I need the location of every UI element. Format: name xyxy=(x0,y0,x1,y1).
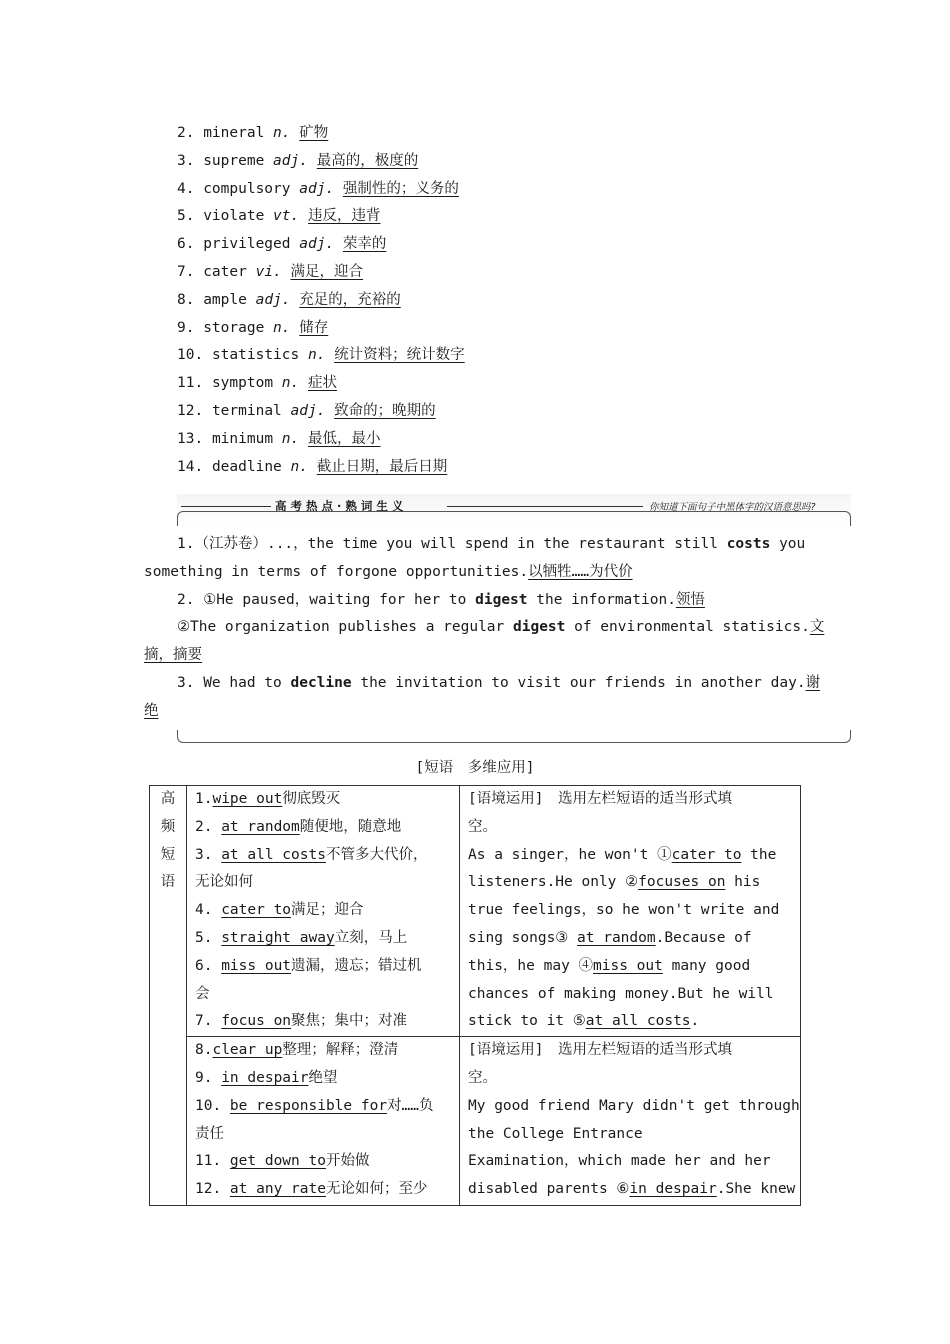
vocab-word: symptom xyxy=(211,375,274,392)
vocab-word: storage xyxy=(203,319,265,336)
vocab-part-of-speech: n. xyxy=(273,125,291,141)
sentence-1-line-1: 1.（江苏卷）...，the time you will spend in the restaurant still costs you xyxy=(177,536,806,552)
exercise-line xyxy=(460,953,800,981)
phrase-text: at random xyxy=(221,818,300,835)
phrase-meaning: 聚焦；集中；对准 xyxy=(291,1013,408,1030)
vocab-row xyxy=(177,342,465,370)
sentence-3-line-2 xyxy=(144,698,809,726)
vocab-meaning: 最低，最小 xyxy=(307,430,381,447)
exercise-line xyxy=(460,1148,800,1176)
phrase-list-2 xyxy=(187,1037,460,1206)
phrase-row xyxy=(187,869,459,897)
phrase-text: cater to xyxy=(221,902,292,919)
exercise-text: true feelings，so he won't write and xyxy=(468,902,780,919)
phrase-text: be responsible for xyxy=(229,1097,388,1114)
vocab-number: 8. xyxy=(177,291,195,308)
phrase-text: clear up xyxy=(212,1042,283,1059)
exercise-line xyxy=(460,925,800,953)
vocab-word: minimum xyxy=(211,430,274,447)
phrase-meaning: 满足；迎合 xyxy=(291,902,364,919)
phrase-row xyxy=(187,1065,459,1093)
phrase-text: straight away xyxy=(221,929,335,946)
category-label xyxy=(150,786,186,897)
exercise-text: disabled parents ⑥ xyxy=(468,1181,630,1198)
vocab-word: privileged xyxy=(203,236,291,253)
phrase-meaning: 彻底毁灭 xyxy=(282,791,341,807)
context-exercise-1 xyxy=(460,786,801,1037)
bracket-top xyxy=(177,511,851,526)
phrase-row xyxy=(187,1121,459,1149)
exercise-text: sing songs③ xyxy=(468,929,578,946)
exercise-text: 空。 xyxy=(468,1069,497,1086)
vocab-number: 2. xyxy=(177,125,195,141)
context-exercise-2 xyxy=(460,1037,801,1206)
exercise-line xyxy=(460,1093,800,1121)
phrase-list-1 xyxy=(187,786,460,1037)
vocab-meaning: 截止日期，最后日期 xyxy=(316,458,448,475)
exercise-line xyxy=(460,869,800,897)
vocab-word: mineral xyxy=(203,125,265,141)
banner-rule-left xyxy=(181,506,271,507)
vocab-part-of-speech: adj. xyxy=(299,236,335,253)
vocab-row xyxy=(177,426,465,454)
vocab-part-of-speech: adj. xyxy=(290,402,326,419)
phrase-number: 9. xyxy=(195,1069,222,1086)
phrase-meaning: 无论如何 xyxy=(195,874,253,891)
vocab-meaning: 矿物 xyxy=(299,125,329,141)
phrase-row xyxy=(187,1176,459,1204)
exercise-text: 空。 xyxy=(468,818,497,835)
vocab-number: 7. xyxy=(177,263,195,280)
exercise-text: Examination，which made her and her xyxy=(468,1153,771,1170)
phrase-meaning: 开始做 xyxy=(325,1153,370,1170)
vocab-word: supreme xyxy=(203,152,265,169)
exercise-answer: in despair xyxy=(629,1181,717,1198)
vocab-part-of-speech: adj. xyxy=(299,180,335,197)
vocab-meaning: 致命的；晚期的 xyxy=(334,402,436,419)
phrase-number: 3. xyxy=(195,846,222,863)
vocab-number: 14. xyxy=(177,458,204,475)
vocab-part-of-speech: n. xyxy=(281,430,300,447)
exercise-answer: focuses on xyxy=(638,874,726,891)
exercise-text: chances of making money.But he will xyxy=(468,985,774,1002)
vocab-row xyxy=(177,454,465,482)
exercise-line xyxy=(460,1121,800,1149)
exercise-text-after: his xyxy=(725,874,761,891)
sentence-2-line-1: 2. ①He paused，waiting for her to digest the information.领悟 xyxy=(177,591,705,608)
phrase-number: 10. xyxy=(195,1097,230,1114)
answer-3-part2: 绝 xyxy=(144,702,159,719)
vocab-meaning: 违反，违背 xyxy=(307,208,381,225)
vocab-row xyxy=(177,398,465,426)
exercise-text: this，he may ④ xyxy=(468,957,594,974)
category-char: 语 xyxy=(160,874,176,891)
exercise-text: the College Entrance xyxy=(468,1125,643,1142)
vocab-number: 6. xyxy=(177,236,195,253)
category-char: 高 xyxy=(160,791,176,807)
vocab-row xyxy=(177,148,465,176)
phrase-meaning: 遗漏，遗忘；错过机 xyxy=(291,957,422,974)
vocab-number: 12. xyxy=(177,402,204,419)
exercise-text-after: . xyxy=(690,1013,700,1030)
phrase-meaning: 不管多大代价， xyxy=(325,846,428,863)
vocab-meaning: 满足，迎合 xyxy=(290,263,364,280)
vocab-number: 10. xyxy=(177,347,204,364)
vocab-word: cater xyxy=(203,263,247,280)
exercise-line xyxy=(460,1037,800,1065)
vocabulary-list xyxy=(177,120,465,481)
phrase-number: 2. xyxy=(195,818,222,835)
vocab-number: 3. xyxy=(177,152,195,169)
vocab-number: 11. xyxy=(177,375,204,392)
vocab-number: 9. xyxy=(177,319,195,336)
vocab-row xyxy=(177,315,465,343)
keyword-digest: digest xyxy=(475,591,528,608)
vocab-word: ample xyxy=(203,291,247,308)
vocab-word: violate xyxy=(203,208,265,225)
phrase-number: 1. xyxy=(195,791,213,807)
vocab-part-of-speech: n. xyxy=(290,458,308,475)
vocab-part-of-speech: vi. xyxy=(255,263,282,280)
phrase-text: get down to xyxy=(229,1153,326,1170)
exercise-text: listeners.He only ② xyxy=(468,874,639,891)
phrase-number: 5. xyxy=(195,929,222,946)
vocab-meaning: 强制性的；义务的 xyxy=(342,180,459,197)
phrase-number: 12. xyxy=(195,1181,230,1198)
keyword-costs: costs xyxy=(726,536,771,552)
vocab-meaning: 荣幸的 xyxy=(342,236,387,253)
phrase-number: 8. xyxy=(195,1042,213,1059)
vocab-row xyxy=(177,203,465,231)
phrase-row xyxy=(187,925,459,953)
sentence-3-line-1: 3. We had to decline the invitation to visit our friends in another day.谢 xyxy=(177,674,821,691)
exercise-text-after: .Because of xyxy=(655,929,752,946)
phrase-text: at any rate xyxy=(229,1181,326,1198)
phrase-text: miss out xyxy=(221,957,292,974)
exercise-line xyxy=(460,1176,800,1204)
vocab-part-of-speech: n. xyxy=(281,375,300,392)
phrase-row xyxy=(187,1148,459,1176)
exercise-text-after: .She knew xyxy=(716,1181,796,1198)
vocab-word: compulsory xyxy=(203,180,291,197)
answer-1: 以牺牲……为代价 xyxy=(528,563,633,580)
vocab-meaning: 最高的，极度的 xyxy=(316,152,419,169)
exercise-answer: at random xyxy=(577,929,656,946)
vocab-word: statistics xyxy=(211,347,300,364)
exercise-line xyxy=(460,981,800,1009)
phrase-number: 4. xyxy=(195,902,222,919)
phrase-number: 7. xyxy=(195,1013,222,1030)
exercise-line xyxy=(460,897,800,925)
banner-rule-right xyxy=(447,506,643,507)
answer-3-part1: 谢 xyxy=(805,674,821,691)
exercise-line xyxy=(460,1008,800,1036)
category-cell xyxy=(150,786,187,1206)
exercise-answer: cater to xyxy=(671,846,742,863)
phrase-row xyxy=(187,1037,459,1065)
hotspot-sentences xyxy=(144,531,825,726)
exercise-text: stick to it ⑤ xyxy=(468,1013,586,1030)
vocab-part-of-speech: adj. xyxy=(255,291,291,308)
vocab-word: deadline xyxy=(211,458,282,475)
vocab-row xyxy=(177,287,465,315)
exercise-line xyxy=(460,842,800,870)
bracket-bottom xyxy=(177,730,851,743)
category-char: 短 xyxy=(160,846,176,863)
answer-2a: 领悟 xyxy=(675,591,705,608)
phrase-meaning: 绝望 xyxy=(308,1069,338,1086)
vocab-meaning: 充足的，充裕的 xyxy=(299,291,401,308)
vocab-part-of-speech: n. xyxy=(307,347,326,364)
vocab-part-of-speech: vt. xyxy=(273,208,300,225)
phrase-row xyxy=(187,981,459,1009)
phrase-meaning: 会 xyxy=(195,985,210,1002)
phrase-text: focus on xyxy=(221,1013,292,1030)
phrase-row xyxy=(187,897,459,925)
exercise-line xyxy=(460,814,800,842)
phrase-meaning: 责任 xyxy=(195,1125,224,1142)
phrase-text: in despair xyxy=(221,1069,309,1086)
exercise-text-after: many good xyxy=(662,957,751,974)
section-title: [短语 多维应用] xyxy=(415,760,535,776)
vocab-row xyxy=(177,120,465,148)
answer-2b-part2: 摘，摘要 xyxy=(144,647,202,664)
sentence-2-line-2: ②The organization publishes a regular digest of environmental statisics.文 xyxy=(177,619,825,636)
answer-2b-part1: 文 xyxy=(809,619,825,636)
keyword-decline: decline xyxy=(290,674,352,691)
vocab-number: 4. xyxy=(177,180,195,197)
banner-title: 高考热点·熟词生义 xyxy=(275,499,408,513)
keyword-digest-2: digest xyxy=(513,619,566,636)
vocab-meaning: 储存 xyxy=(299,319,329,336)
exercise-answer: at all costs xyxy=(585,1013,691,1030)
vocab-row xyxy=(177,176,465,204)
phrase-text: at all costs xyxy=(221,846,326,863)
vocab-number: 13. xyxy=(177,430,204,447)
exercise-text: My good friend Mary didn't get through xyxy=(468,1097,800,1114)
banner-hint: 你知道下面句子中黑体字的汉语意思吗? xyxy=(649,502,816,513)
vocab-part-of-speech: adj. xyxy=(273,152,308,169)
phrase-number: 11. xyxy=(195,1153,230,1170)
phrase-meaning: 随便地，随意地 xyxy=(299,818,402,835)
phrase-meaning: 整理；解释；澄清 xyxy=(282,1042,399,1059)
exercise-text: [语境运用] 选用左栏短语的适当形式填 xyxy=(468,791,732,807)
exercise-text-after: the xyxy=(741,846,777,863)
phrase-row xyxy=(187,1093,459,1121)
phrase-number: 6. xyxy=(195,957,222,974)
vocab-word: terminal xyxy=(211,402,282,419)
phrase-row xyxy=(187,842,459,870)
vocab-row xyxy=(177,370,465,398)
phrase-row xyxy=(187,814,459,842)
vocab-meaning: 症状 xyxy=(307,375,337,392)
phrase-meaning: 立刻，马上 xyxy=(334,929,408,946)
vocab-row xyxy=(177,259,465,287)
phrase-text: wipe out xyxy=(212,791,283,807)
vocab-row xyxy=(177,231,465,259)
sentence-2-line-3 xyxy=(144,642,809,670)
phrase-row xyxy=(187,1008,459,1036)
vocab-part-of-speech: n. xyxy=(273,319,291,336)
category-char: 频 xyxy=(160,818,176,835)
phrase-meaning: 无论如何；至少 xyxy=(325,1181,428,1198)
vocab-number: 5. xyxy=(177,208,195,225)
phrase-row xyxy=(187,786,459,814)
vocab-meaning: 统计资料；统计数字 xyxy=(334,347,465,364)
exercise-text: As a singer，he won't ① xyxy=(468,846,672,863)
sentence-1-line-2: something in terms of forgone opportunities.以牺牲……为代价 xyxy=(144,563,633,580)
exercise-answer: miss out xyxy=(593,957,663,974)
phrase-meaning: 对……负 xyxy=(387,1097,434,1114)
exercise-line xyxy=(460,1065,800,1093)
phrase-row xyxy=(187,953,459,981)
phrase-table xyxy=(149,785,801,1206)
exercise-line xyxy=(460,786,800,814)
exercise-text: [语境运用] 选用左栏短语的适当形式填 xyxy=(468,1042,732,1059)
